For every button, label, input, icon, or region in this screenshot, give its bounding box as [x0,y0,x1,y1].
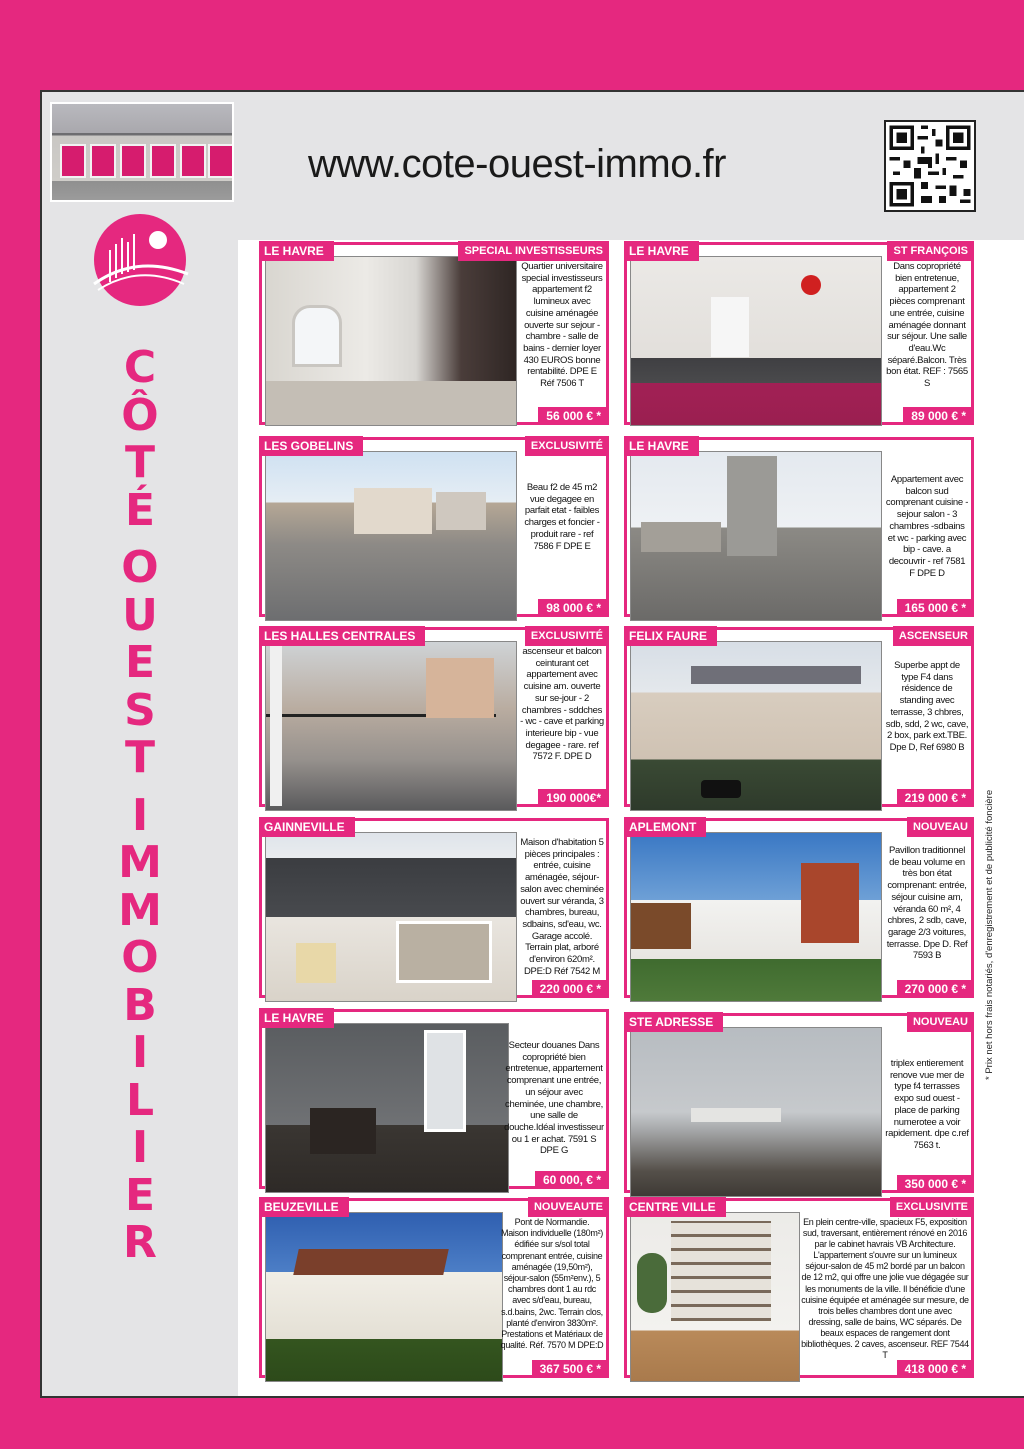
brand-letter: Ô [121,389,159,441]
listing-photo [630,256,882,426]
listing-card[interactable] [259,627,609,807]
brand-letter: E [124,1169,156,1221]
listing-location: STE ADRESSE [624,1012,723,1032]
listing-location: LE HAVRE [259,241,334,261]
listing-price: 89 000 € * [903,407,974,425]
listing-tag: EXCLUSIVITE [890,1197,974,1217]
brand-letter: I [131,789,149,841]
brand-letter: M [118,837,162,888]
brand-letter: B [123,979,157,1031]
listing-photo [265,1023,509,1193]
listing-price: 418 000 € * [897,1360,974,1378]
brand-letter: S [124,684,156,736]
brand-letter: O [121,932,159,983]
listing-description: triplex entierement renove vue mer de type f4 terrasses expo sud ouest - place de parking numerotee a voir rapidement. dpe c.ref 7563 t. [885,1058,969,1151]
listing-description: En plein centre-ville, spacieux F5, exposition sud, traversant, entièrement rénové en 2016 par le cabinet havrais VB Architecture. L'appartement s'ouvre sur un lumineux séjour-salon de 45 m2 bordé par un balcon de 12 m2, qui offre une jolie vue dégagée sur les monuments de la ville. Il bénéficie d'une cuisine équipée et aménagée sur mesure, de trois belles chambres dont une avec dressing, salle de bains, WC séparés. De beaux espaces de rangement dont bibliothèques. 2 caves, ascenseur. REF 7544 T [801,1217,969,1361]
listing-card[interactable] [259,818,609,998]
listing-photo [265,1212,503,1382]
listing-price: 220 000 € * [532,980,609,998]
agency-storefront-photo [50,102,234,202]
listing-description: Quartier universitaire special investisseurs appartement f2 lumineux avec cuisine aménagée ouverte sur sejour - chambre - salle de bains - dernier loyer 430 EUROS bonne rentabilité. DPE E Réf 7506 T [521,261,603,390]
brand-letter: U [122,589,158,641]
listing-card[interactable] [259,1198,609,1378]
brand-letter: O [121,542,159,593]
listing-tag: SPECIAL INVESTISSEURS [458,241,609,261]
listing-card[interactable] [624,1013,974,1193]
listing-photo [630,832,882,1002]
brand-letter: T [124,437,155,488]
listing-card[interactable] [624,818,974,998]
listing-photo [265,641,517,811]
listing-photo [265,832,517,1002]
brand-letter: C [123,342,157,393]
listing-location: LE HAVRE [624,436,699,456]
listing-photo [630,1027,882,1197]
listing-card[interactable] [624,627,974,807]
listing-card[interactable] [259,1009,609,1189]
listing-location: LES HALLES CENTRALES [259,626,425,646]
listing-location: LES GOBELINS [259,436,363,456]
listing-tag: EXCLUSIVITÉ [525,626,609,646]
listing-description: Superbe appt de type F4 dans résidence de standing avec terrasse, 3 chbres, sdb, sdd, 2 wc, cave, 2 box, park ext.TBE. Dpe D, Ref 6980 B [885,660,969,753]
listing-location: LE HAVRE [624,241,699,261]
listing-photo [630,451,882,621]
qr-code[interactable] [884,120,976,212]
listing-description: Appartement avec balcon sud comprenant cuisine -sejour salon - 3 chambres -sdbains et wc - parking avec bip - cave. a decouvrir - ref 7581 F DPE D [885,474,969,579]
listing-card[interactable] [624,437,974,617]
listing-location: CENTRE VILLE [624,1197,726,1217]
listing-photo [265,256,517,426]
brand-letter: L [125,1074,155,1126]
listing-description: ascenseur et balcon ceinturant cet appartement avec cuisine am. ouverte sur se-jour - 2 chambres - sddches - wc - cave et parking interieure bip - vue degagee - rare. ref 7572 F. DPE D [520,646,604,763]
listing-tag: ST FRANÇOIS [887,241,974,261]
listing-description: Maison d'habitation 5 pièces principales : entrée, cuisine aménagée, séjour-salon avec cheminée ouvert sur véranda, 3 chambres, bureau, sdbains, sd'eau, wc. Garage accolé. Terrain plat, arboré d'environ 620m². DPE:D Réf 7542 M [520,837,604,977]
listing-location: APLEMONT [624,817,706,837]
listing-photo [630,1212,800,1382]
listing-price: 270 000 € * [897,980,974,998]
brand-letter: R [123,1217,157,1268]
listing-card[interactable] [259,242,609,425]
listing-price: 165 000 € * [897,599,974,617]
listing-description: Pavillon traditionnel de beau volume en très bon état comprenant: entrée, séjour cuisine am, véranda 60 m², 4 chbres, 2 sdb, cave, garage 2/3 voitures, terrasse. Dpe D. Ref 7593 B [886,845,968,962]
listing-price: 98 000 € * [538,599,609,617]
listing-card[interactable] [624,1198,974,1378]
listing-description: Pont de Normandie. Maison individuelle (180m²) édifiée sur s/sol total comprenant entrée, cuisine aménagée (19,50m²), séjour-salon (55m²env.), 5 chambres dont 1 au rdc avec s/d'eau, bureau, s.d.bains, 2wc. Terrain clos, planté d'environ 3830m². Prestations et Matériaux de qualité. Réf. 7570 M DPE:D [500,1217,604,1351]
brand-letter: I [131,1122,149,1173]
agency-logo-emblem [76,214,204,306]
listing-description: Dans copropriété bien entretenue, appartement 2 pièces comprenant une entrée, cuisine aménagée donnant sur séjour. Une salle d'eau.Wc séparé.Balcon. Très bon état. REF : 7565 S [886,261,968,390]
website-url[interactable]: www.cote-ouest-immo.fr [308,142,726,186]
listing-price: 190 000€* [538,789,609,807]
listing-tag: NOUVEAUTE [528,1197,609,1217]
brand-letter: T [124,732,155,783]
brand-letter: É [124,484,156,536]
listing-price: 219 000 € * [897,789,974,807]
listing-price: 60 000, € * [535,1171,609,1189]
brand-letter: I [131,1027,149,1078]
listing-tag: NOUVEAU [907,1012,974,1032]
listing-description: Secteur douanes Dans copropriété bien entretenue, appartement comprenant une entrée, un séjour avec cheminée, une chambre, une salle de douche.Idéal investisseur ou 1 er achat. 7591 S DPE G [504,1040,604,1157]
listing-price: 56 000 € * [538,407,609,425]
listing-description: Beau f2 de 45 m2 vue degagee en parfait etat - faibles charges et foncier - produit rare - ref 7586 F DPE E [524,482,600,552]
listing-tag: EXCLUSIVITÉ [525,436,609,456]
listing-price: 350 000 € * [897,1175,974,1193]
brand-name-vertical [100,344,180,1267]
listing-location: GAINNEVILLE [259,817,355,837]
listing-price: 367 500 € * [532,1360,609,1378]
listing-tag: NOUVEAU [907,817,974,837]
listing-tag: ASCENSEUR [893,626,974,646]
brand-letter: M [118,884,162,936]
listing-card[interactable] [624,242,974,425]
price-disclaimer: * Prix net hors frais notariés, d'enregistrement et de publicité foncière [984,789,995,1080]
listing-location: BEUZEVILLE [259,1197,349,1217]
listing-photo [630,641,882,811]
listing-location: FELIX FAURE [624,626,717,646]
listing-location: LE HAVRE [259,1008,334,1028]
brand-letter: E [124,637,156,688]
listing-card[interactable] [259,437,609,617]
listing-photo [265,451,517,621]
